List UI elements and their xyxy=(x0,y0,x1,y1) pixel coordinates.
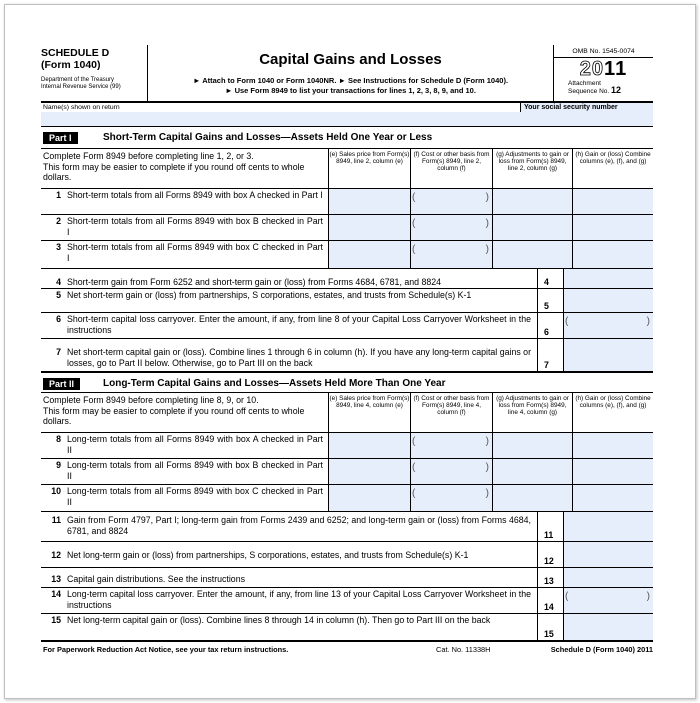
close-paren-icon: ) xyxy=(485,462,489,473)
line-number: 6 xyxy=(56,314,61,324)
line-number: 1 xyxy=(56,190,61,200)
close-paren-icon: ) xyxy=(646,316,650,327)
table-row xyxy=(41,433,653,459)
open-paren-icon: ( xyxy=(565,316,569,327)
line-text: Gain from Form 4797, Part I; long-term gain from Forms 2439 and 6252; and long-term gain or (loss) from Forms 4684, 6781, and 8824 xyxy=(67,515,531,536)
line-8-col-g-input[interactable] xyxy=(492,433,572,458)
form-footer xyxy=(41,640,653,656)
name-input-area[interactable] xyxy=(41,112,521,126)
line-number: 5 xyxy=(56,290,61,300)
line-9-col-f-input[interactable] xyxy=(410,459,492,484)
line-text: Capital gain distributions. See the instructions xyxy=(67,574,245,584)
ssn-label: Your social security number xyxy=(524,104,618,111)
open-paren-icon: ( xyxy=(412,488,416,499)
line-3-col-g-input[interactable] xyxy=(492,241,572,268)
line-row xyxy=(41,269,653,289)
close-paren-icon: ) xyxy=(485,192,489,203)
line-number: 13 xyxy=(51,574,61,584)
line-8-col-e-input[interactable] xyxy=(328,433,410,458)
open-paren-icon: ( xyxy=(565,591,569,602)
form-number: (Form 1040) xyxy=(41,59,101,71)
line-7-amount-input[interactable] xyxy=(563,339,653,371)
sequence-label xyxy=(554,87,653,95)
part1-col-e-header: (e) Sales price from Form(s) 8949, line 2, column (e) xyxy=(328,149,410,188)
line-12-box xyxy=(537,542,563,567)
instructions-line-2: ► Use Form 8949 to list your transactions for lines 1, 2, 3, 8, 9, and 10. xyxy=(225,86,476,95)
tax-year xyxy=(554,58,653,80)
document-frame xyxy=(4,4,696,699)
open-paren-icon: ( xyxy=(412,192,416,203)
line-text: Net long-term capital gain or (loss). Combine lines 8 through 14 in column (h). Then go to Part III on the back xyxy=(67,615,491,625)
line-12-amount-input[interactable] xyxy=(563,542,653,567)
line-number: 10 xyxy=(51,486,61,496)
part2-table xyxy=(41,393,653,512)
line-row xyxy=(41,568,653,588)
line-text: Short-term gain from Form 6252 and short-term gain or (loss) from Forms 4684, 6781, and 8824 xyxy=(67,277,442,287)
line-6-amount-input[interactable] xyxy=(563,313,653,338)
line-2-col-h-input[interactable] xyxy=(572,215,653,240)
close-paren-icon: ) xyxy=(485,244,489,255)
part2-col-f-header: (f) Cost or other basis from Form(s) 8949, line 4, column (f) xyxy=(410,393,492,432)
ssn-input-area[interactable] xyxy=(521,112,653,126)
part1-header xyxy=(41,127,653,149)
line-15-amount-input[interactable] xyxy=(563,614,653,640)
part1-title: Short-Term Capital Gains and Losses—Assets Held One Year or Less xyxy=(103,132,433,143)
close-paren-icon: ) xyxy=(485,436,489,447)
line-row xyxy=(41,313,653,339)
line-number: 7 xyxy=(56,347,61,357)
open-paren-icon: ( xyxy=(412,436,416,447)
sequence-number: 12 xyxy=(611,85,622,95)
line-1-col-e-input[interactable] xyxy=(328,189,410,214)
catalog-number: Cat. No. 11338H xyxy=(436,645,491,654)
close-paren-icon: ) xyxy=(485,488,489,499)
open-paren-icon: ( xyxy=(412,218,416,229)
part2-intro: Complete Form 8949 before completing line 8, 9, or 10. This form may be easier to complete if you round off cents to whole dollars. xyxy=(43,395,305,426)
line-6-box xyxy=(537,313,563,338)
line-text: Long-term totals from all Forms 8949 with box C checked in Part II xyxy=(67,486,323,507)
line-1-col-h-input[interactable] xyxy=(572,189,653,214)
box-number: 12 xyxy=(544,556,554,566)
line-3-col-f-input[interactable] xyxy=(410,241,492,268)
box-number: 4 xyxy=(544,277,549,287)
part2-header xyxy=(41,371,653,393)
box-number: 14 xyxy=(544,602,554,612)
form-id-block xyxy=(41,45,148,101)
line-text: Net short-term gain or (loss) from partnerships, S corporations, estates, and trusts from Schedule(s) K-1 xyxy=(67,290,472,300)
line-15-box xyxy=(537,614,563,640)
form-footer-id: Schedule D (Form 1040) 2011 xyxy=(550,645,653,654)
instructions-line-1: ► Attach to Form 1040 or Form 1040NR. ► See Instructions for Schedule D (Form 1040). xyxy=(192,76,509,85)
box-number: 7 xyxy=(544,360,549,370)
line-9-col-e-input[interactable] xyxy=(328,459,410,484)
line-text: Short-term totals from all Forms 8949 with box C checked in Part I xyxy=(67,242,323,263)
line-row xyxy=(41,512,653,542)
line-13-amount-input[interactable] xyxy=(563,568,653,587)
line-1-col-g-input[interactable] xyxy=(492,189,572,214)
line-1-col-f-input[interactable] xyxy=(410,189,492,214)
line-row xyxy=(41,614,653,640)
form-title: Capital Gains and Losses xyxy=(259,51,442,68)
line-7-box xyxy=(537,339,563,371)
sequence-text: Sequence No. xyxy=(568,88,610,95)
line-9-col-h-input[interactable] xyxy=(572,459,653,484)
line-11-amount-input[interactable] xyxy=(563,512,653,541)
line-text: Long-term totals from all Forms 8949 with box A checked in Part II xyxy=(67,434,323,455)
name-label: Name(s) shown on return xyxy=(43,104,120,111)
line-5-box xyxy=(537,289,563,312)
department-line-2: Internal Revenue Service (99) xyxy=(41,84,121,90)
line-number: 4 xyxy=(56,277,61,287)
part1-column-header-row xyxy=(41,149,653,189)
line-11-box xyxy=(537,512,563,541)
line-number: 3 xyxy=(56,242,61,252)
box-number: 11 xyxy=(544,530,554,540)
line-text: Short-term totals from all Forms 8949 with box A checked in Part I xyxy=(67,190,323,200)
line-number: 14 xyxy=(51,589,61,599)
line-8-col-h-input[interactable] xyxy=(572,433,653,458)
line-10-col-h-input[interactable] xyxy=(572,485,653,511)
part2-col-g-header: (g) Adjustments to gain or loss from Form(s) 8949, line 4, column (g) xyxy=(492,393,572,432)
title-block xyxy=(148,45,553,101)
line-text: Short-term totals from all Forms 8949 with box B checked in Part I xyxy=(67,216,323,237)
line-13-box xyxy=(537,568,563,587)
part1-table xyxy=(41,149,653,269)
part1-col-f-header: (f) Cost or other basis from Form(s) 8949, line 2, column (f) xyxy=(410,149,492,188)
close-paren-icon: ) xyxy=(646,591,650,602)
department-line-1: Department of the Treasury xyxy=(41,77,115,83)
line-4-box xyxy=(537,269,563,288)
line-text: Long-term totals from all Forms 8949 with box B checked in Part II xyxy=(67,460,323,481)
line-number: 8 xyxy=(56,434,61,444)
line-row xyxy=(41,542,653,568)
paperwork-notice: For Paperwork Reduction Act Notice, see your tax return instructions. xyxy=(43,645,289,654)
line-text: Long-term capital loss carryover. Enter the amount, if any, from line 13 of your Capital Loss Carryover Worksheet in the instructions xyxy=(67,589,531,610)
box-number: 6 xyxy=(544,327,549,337)
line-text: Net long-term gain or (loss) from partnerships, S corporations, estates, and trusts from Schedule(s) K-1 xyxy=(67,550,469,560)
box-number: 13 xyxy=(544,576,554,586)
line-9-col-g-input[interactable] xyxy=(492,459,572,484)
part2-title: Long-Term Capital Gains and Losses—Assets Held More Than One Year xyxy=(103,378,446,389)
part1-label: Part I xyxy=(43,132,78,144)
part2-column-header-row xyxy=(41,393,653,433)
omb-number: OMB No. 1545-0074 xyxy=(554,45,653,58)
line-10-col-e-input[interactable] xyxy=(328,485,410,511)
part2-label: Part II xyxy=(43,378,80,390)
close-paren-icon: ) xyxy=(485,218,489,229)
part1-col-h-header: (h) Gain or (loss) Combine columns (e), (f), and (g) xyxy=(572,149,653,188)
line-10-col-f-input[interactable] xyxy=(410,485,492,511)
table-row xyxy=(41,485,653,511)
part1-intro: Complete Form 8949 before completing line 1, 2, or 3. This form may be easier to complete if you round off cents to whole dollars. xyxy=(43,151,305,182)
line-text: Net short-term capital gain or (loss). Combine lines 1 through 6 in column (h). If you have any long-term capital gains or losses, go to Part II below. Otherwise, go to Part III on the back xyxy=(67,347,532,368)
name-row xyxy=(41,103,653,127)
attachment-label: Attachment xyxy=(568,80,601,87)
line-number: 9 xyxy=(56,460,61,470)
line-10-col-g-input[interactable] xyxy=(492,485,572,511)
open-paren-icon: ( xyxy=(412,244,416,255)
table-row xyxy=(41,459,653,485)
part1-col-g-header: (g) Adjustments to gain or loss from Form(s) 8949, line 2, column (g) xyxy=(492,149,572,188)
line-number: 11 xyxy=(51,515,61,525)
line-number: 15 xyxy=(51,615,61,625)
box-number: 5 xyxy=(544,301,549,311)
table-row xyxy=(41,215,653,241)
line-number: 12 xyxy=(51,550,61,560)
line-2-col-g-input[interactable] xyxy=(492,215,572,240)
line-2-col-e-input[interactable] xyxy=(328,215,410,240)
part2-col-e-header: (e) Sales price from Form(s) 8949, line 4, column (e) xyxy=(328,393,410,432)
line-8-col-f-input[interactable] xyxy=(410,433,492,458)
line-number: 2 xyxy=(56,216,61,226)
table-row xyxy=(41,189,653,215)
line-2-col-f-input[interactable] xyxy=(410,215,492,240)
line-4-amount-input[interactable] xyxy=(563,269,653,288)
line-14-box xyxy=(537,588,563,613)
omb-block xyxy=(553,45,653,101)
line-row xyxy=(41,289,653,313)
part2-col-h-header: (h) Gain or (loss) Combine columns (e), (f), and (g) xyxy=(572,393,653,432)
year-bold: 11 xyxy=(604,58,628,80)
line-14-amount-input[interactable] xyxy=(563,588,653,613)
line-text: Short-term capital loss carryover. Enter the amount, if any, from line 8 of your Capital Loss Carryover Worksheet in the instructions xyxy=(67,314,531,335)
line-3-col-h-input[interactable] xyxy=(572,241,653,268)
schedule-d-form xyxy=(41,45,653,656)
schedule-name: SCHEDULE D xyxy=(41,47,110,59)
year-outline: 20 xyxy=(579,58,605,80)
line-row xyxy=(41,339,653,371)
box-number: 15 xyxy=(544,629,554,639)
line-row xyxy=(41,588,653,614)
table-row xyxy=(41,241,653,268)
form-header xyxy=(41,45,653,103)
line-5-amount-input[interactable] xyxy=(563,289,653,312)
open-paren-icon: ( xyxy=(412,462,416,473)
line-3-col-e-input[interactable] xyxy=(328,241,410,268)
